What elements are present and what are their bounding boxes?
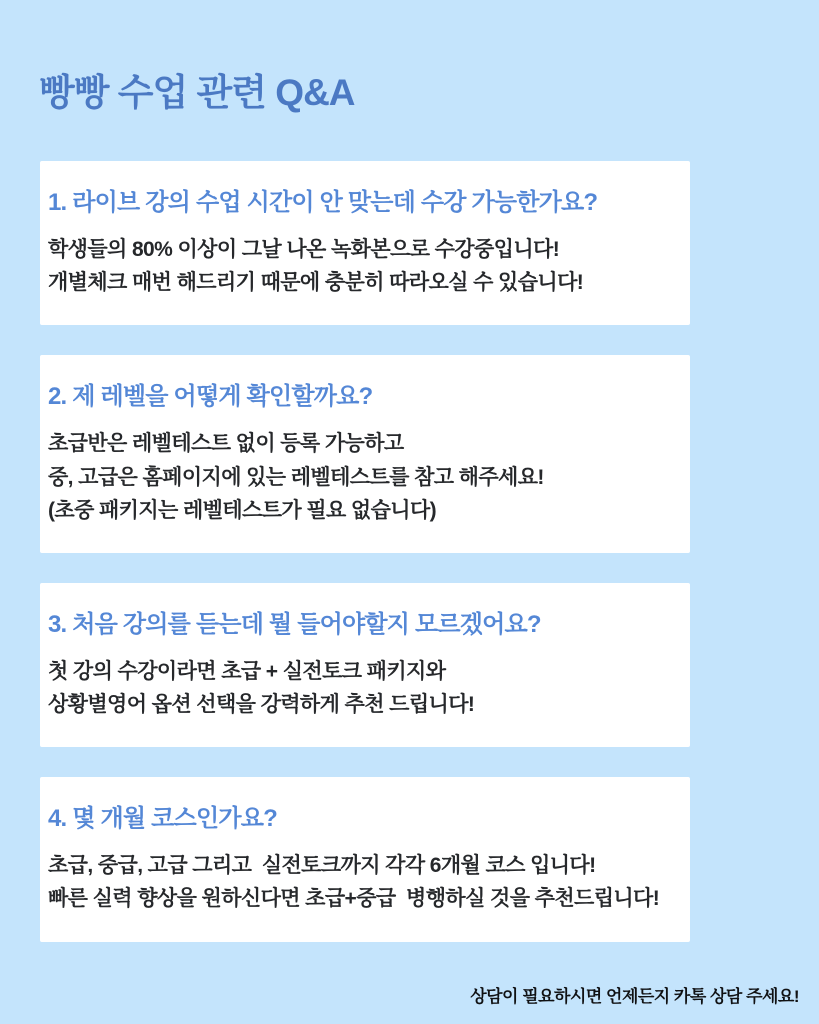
faq-question: 4. 몇 개월 코스인가요? <box>48 805 277 833</box>
faq-question: 3. 처음 강의를 듣는데 뭘 들어야할지 모르겠어요? <box>48 610 541 638</box>
faq-card <box>40 777 690 941</box>
faq-question: 2. 제 레벨을 어떻게 확인할까요? <box>48 383 373 411</box>
footer-note: 상담이 필요하시면 언제든지 카톡 상담 주세요! <box>470 987 799 1006</box>
faq-answer-line: 초급, 중급, 고급 그리고 실전토크까지 각각 6개월 코스 입니다! <box>48 854 596 878</box>
faq-answer-line: 개별체크 매번 해드리기 때문에 충분히 따라오실 수 있습니다! <box>48 271 584 295</box>
faq-card <box>40 161 690 325</box>
faq-card <box>40 355 690 553</box>
faq-answer-line: 첫 강의 수강이라면 초급 + 실전토크 패키지와 <box>48 659 446 683</box>
faq-answer <box>48 233 674 299</box>
faq-answer <box>48 849 674 915</box>
faq-answer-line: 초급반은 레벨테스트 없이 등록 가능하고 <box>48 432 404 456</box>
faq-answer-line: 빠른 실력 향상을 원하신다면 초급+중급 병행하실 것을 추천드립니다! <box>48 887 660 911</box>
faq-list <box>40 161 690 942</box>
faq-question: 1. 라이브 강의 수업 시간이 안 맞는데 수강 가능한가요? <box>48 189 598 216</box>
faq-answer-line: 상황별영어 옵션 선택을 강력하게 추천 드립니다! <box>48 693 475 717</box>
faq-answer-line: (초중 패키지는 레벨테스트가 필요 없습니다) <box>48 498 437 522</box>
faq-answer <box>48 655 674 721</box>
faq-answer <box>48 427 674 527</box>
faq-answer-line: 중, 고급은 홈페이지에 있는 레벨테스트를 참고 해주세요! <box>48 465 544 489</box>
page-title: 빵빵 수업 관련 Q&A <box>39 72 355 113</box>
faq-answer-line: 학생들의 80% 이상이 그날 나온 녹화본으로 수강중입니다! <box>48 238 560 261</box>
faq-card <box>40 583 690 747</box>
